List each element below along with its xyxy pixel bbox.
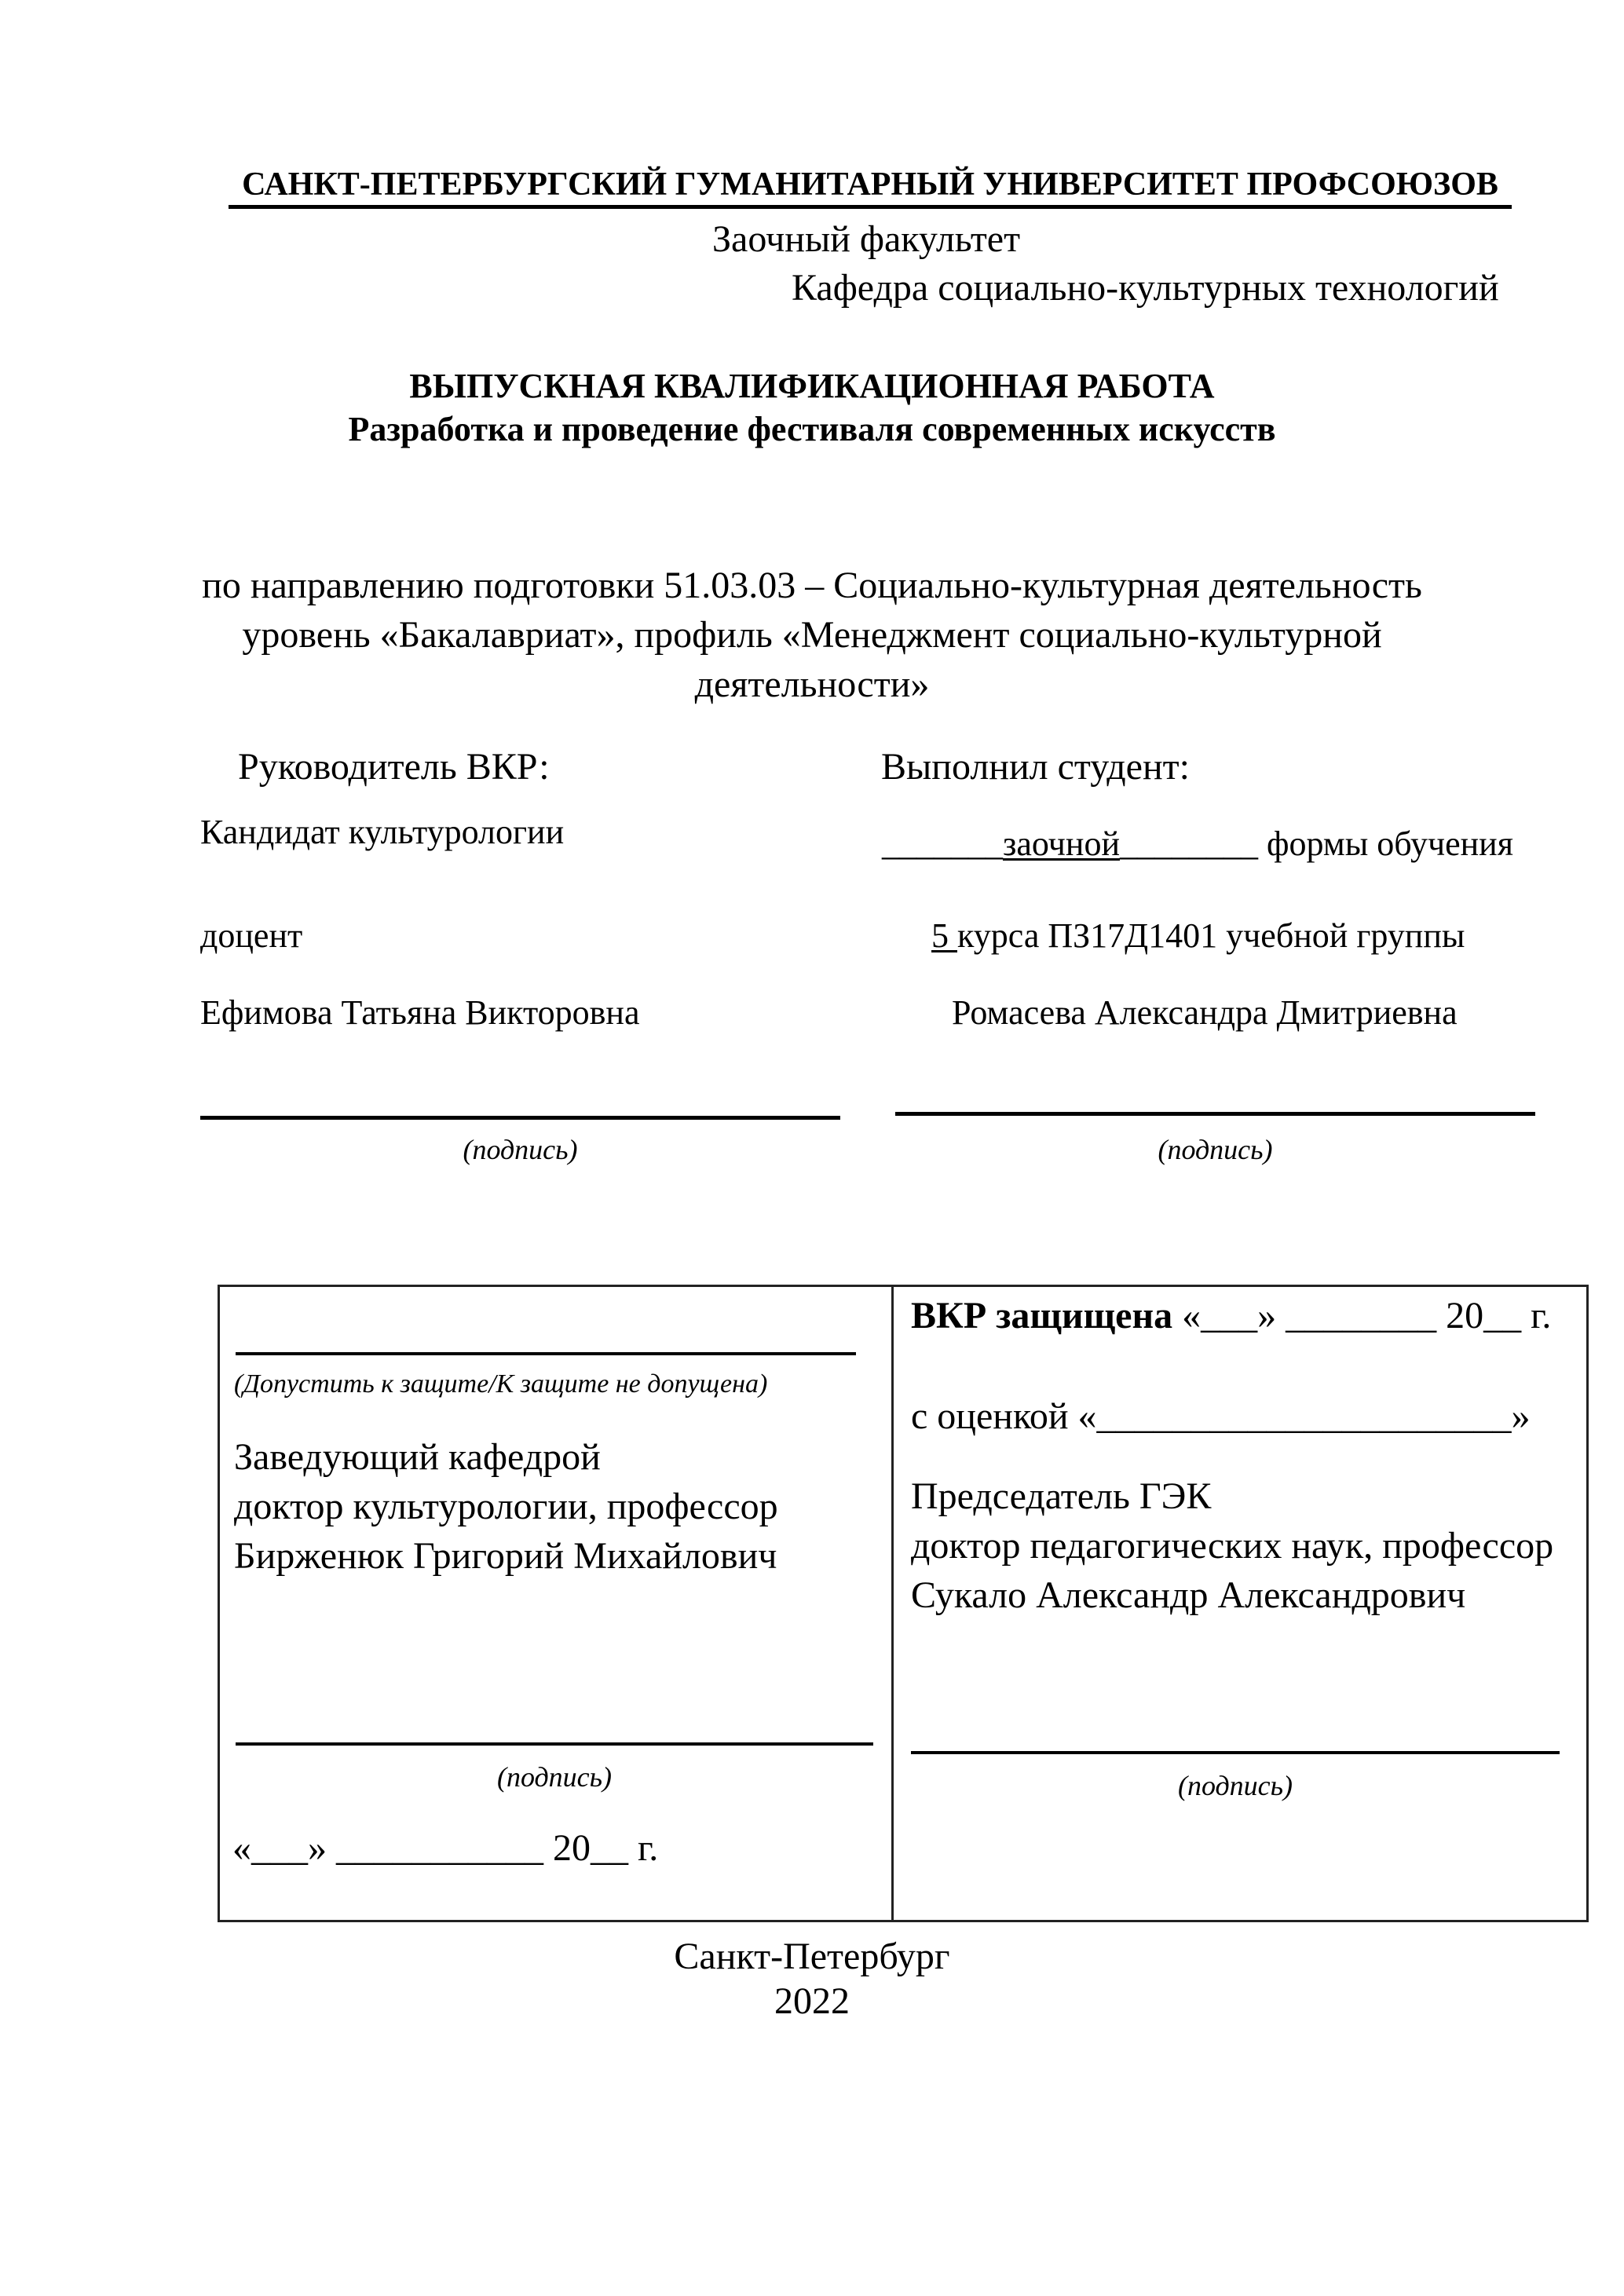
head-of-chair-signature-label: (подпись) bbox=[496, 1761, 613, 1793]
faculty-name: Заочный факультет bbox=[712, 218, 1021, 260]
grade-line: с оценкой «______________________» bbox=[911, 1395, 1531, 1437]
student-signature-label: (подпись) bbox=[1158, 1134, 1273, 1165]
supervisor-title: доцент bbox=[200, 916, 303, 955]
course-number: 5 bbox=[931, 916, 957, 955]
supervisor-signature-line bbox=[200, 1116, 840, 1120]
admission-decision-label: (Допустить к защите/К защите не допущена) bbox=[234, 1369, 768, 1398]
study-form-prefix: _______ bbox=[882, 824, 1003, 863]
direction-line-2: уровень «Бакалавриат», профиль «Менеджмент социально-культурной bbox=[242, 614, 1382, 656]
defense-label: ВКР защищена bbox=[911, 1295, 1173, 1336]
thesis-topic: Разработка и проведение фестиваля современных искусств bbox=[348, 410, 1276, 448]
course-group-label: курса ПЗ17Д1401 учебной группы bbox=[957, 916, 1465, 955]
defense-date-line bbox=[911, 1297, 1551, 1335]
commission-chair-name: Сукало Александр Александрович bbox=[911, 1574, 1466, 1616]
head-of-chair-name: Бирженюк Григорий Михайлович bbox=[234, 1535, 777, 1577]
header-rule bbox=[229, 205, 1512, 209]
supervisor-heading: Руководитель ВКР: bbox=[238, 746, 550, 788]
study-form-label: формы обучения bbox=[1258, 824, 1513, 863]
supervisor-signature-label: (подпись) bbox=[463, 1134, 578, 1165]
admission-decision-line bbox=[236, 1352, 856, 1355]
university-name: САНКТ-ПЕТЕРБУРГСКИЙ ГУМАНИТАРНЫЙ УНИВЕРСИТЕТ ПРОФСОЮЗОВ bbox=[242, 166, 1498, 203]
student-course-group bbox=[931, 916, 1465, 955]
head-of-chair-signature-line bbox=[236, 1742, 873, 1746]
direction-line-1: по направлению подготовки 51.03.03 – Социально-культурная деятельность bbox=[202, 565, 1422, 606]
student-heading: Выполнил студент: bbox=[881, 746, 1190, 788]
student-name: Ромасева Александра Дмитриевна bbox=[952, 993, 1458, 1032]
student-signature-line bbox=[895, 1112, 1535, 1116]
head-of-chair-degree: доктор культурологии, профессор bbox=[234, 1486, 778, 1527]
supervisor-degree: Кандидат культурологии bbox=[200, 813, 565, 851]
direction-line-3: деятельности» bbox=[694, 664, 930, 705]
head-of-chair-date-line: «___» ___________ 20__ г. bbox=[232, 1827, 659, 1869]
study-form-value: заочной bbox=[1003, 824, 1120, 863]
approval-table-divider bbox=[891, 1285, 894, 1922]
supervisor-name: Ефимова Татьяна Викторовна bbox=[200, 993, 640, 1032]
commission-chair-signature-label: (подпись) bbox=[1177, 1770, 1293, 1801]
commission-chair-degree: доктор педагогических наук, профессор bbox=[911, 1525, 1554, 1567]
study-form-suffix: ________ bbox=[1120, 824, 1258, 863]
city: Санкт-Петербург bbox=[674, 1936, 950, 1977]
defense-date-blank: «___» ________ 20__ г. bbox=[1172, 1295, 1552, 1336]
student-study-form bbox=[882, 824, 1513, 863]
chair-name: Кафедра социально-культурных технологий bbox=[792, 267, 1499, 309]
head-of-chair-role: Заведующий кафедрой bbox=[234, 1436, 601, 1478]
year: 2022 bbox=[774, 1980, 850, 2022]
commission-chair-signature-line bbox=[911, 1751, 1560, 1754]
work-type-title: ВЫПУСКНАЯ КВАЛИФИКАЦИОННАЯ РАБОТА bbox=[409, 367, 1215, 405]
commission-chair-role: Председатель ГЭК bbox=[911, 1475, 1212, 1517]
